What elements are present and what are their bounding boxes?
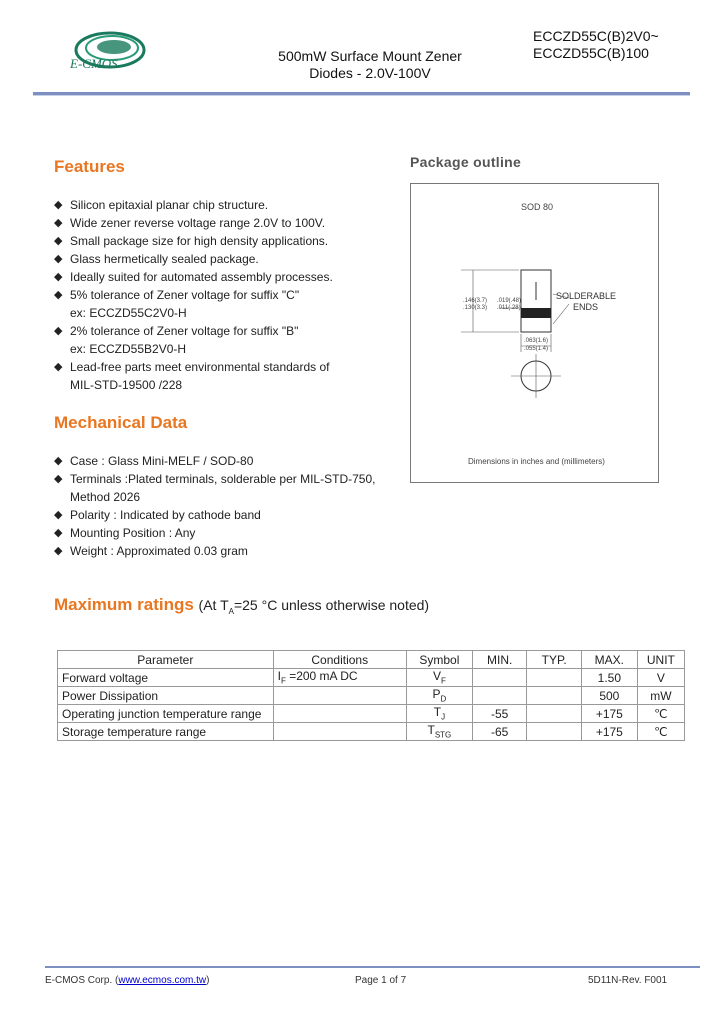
bullet-icon: ◆ bbox=[54, 361, 63, 373]
feature-item bbox=[54, 232, 333, 250]
bullet-icon: ◆ bbox=[54, 455, 63, 467]
column-header: TYP. bbox=[527, 651, 581, 669]
feature-item bbox=[54, 250, 333, 268]
bullet-icon: ◆ bbox=[54, 325, 63, 337]
ends-label: ENDS bbox=[573, 302, 599, 312]
cell-typ bbox=[527, 705, 581, 723]
footer-page-number: Page 1 of 7 bbox=[355, 975, 407, 986]
mechanical-item bbox=[54, 542, 375, 560]
bullet-icon: ◆ bbox=[54, 217, 63, 229]
cathode-band bbox=[521, 308, 551, 318]
mechanical-list bbox=[54, 452, 375, 560]
feature-item-continuation: ex: ECCZD55B2V0-H bbox=[70, 342, 187, 356]
cell-conditions bbox=[273, 687, 406, 705]
feature-item bbox=[54, 268, 333, 286]
cell-conditions: $I_F =200$ mA DC bbox=[273, 669, 406, 687]
cell-min bbox=[472, 687, 527, 705]
cell-unit: ℃ bbox=[637, 705, 684, 723]
company-website-link[interactable]: www.ecmos.com.tw bbox=[118, 975, 207, 986]
cell-min: -55 bbox=[472, 705, 527, 723]
cell-typ bbox=[527, 723, 581, 741]
cell-typ bbox=[527, 687, 581, 705]
cell-min bbox=[472, 669, 527, 687]
cell-conditions bbox=[273, 723, 406, 741]
column-header: Symbol bbox=[406, 651, 472, 669]
feature-item bbox=[54, 214, 333, 232]
cell-min: -65 bbox=[472, 723, 527, 741]
feature-item bbox=[54, 322, 333, 340]
feature-item-text: Glass hermetically sealed package. bbox=[70, 252, 259, 266]
feature-item-continuation: MIL-STD-19500 /228 bbox=[70, 378, 183, 392]
bullet-icon: ◆ bbox=[54, 473, 63, 485]
mechanical-item-text: Case : Glass Mini-MELF / SOD-80 bbox=[70, 454, 254, 468]
dim-a2: .130(3.3) bbox=[463, 305, 488, 311]
mechanical-item bbox=[54, 470, 375, 488]
bullet-icon: ◆ bbox=[54, 235, 63, 247]
cell-parameter: Storage temperature range bbox=[58, 723, 274, 741]
column-header: UNIT bbox=[637, 651, 684, 669]
bullet-icon: ◆ bbox=[54, 271, 63, 283]
part-line-1: ECCZD55C(B)2V0~ bbox=[533, 28, 659, 44]
feature-item bbox=[54, 286, 333, 304]
column-header: Parameter bbox=[58, 651, 274, 669]
cell-unit: ℃ bbox=[637, 723, 684, 741]
mechanical-item-text: Terminals :Plated terminals, solderable per MIL-STD-750, bbox=[70, 472, 376, 486]
max-ratings-note: (At $T_A=25$ °C unless otherwise noted) bbox=[198, 597, 430, 616]
feature-item-text: Wide zener reverse voltage range 2.0V to 100V. bbox=[70, 216, 326, 230]
feature-item-text: Silicon epitaxial planar chip structure. bbox=[70, 198, 269, 212]
max-ratings-heading bbox=[54, 595, 429, 616]
table-row bbox=[58, 669, 685, 687]
column-header: Conditions bbox=[273, 651, 406, 669]
bullet-icon: ◆ bbox=[54, 545, 63, 557]
cell-unit: V bbox=[637, 669, 684, 687]
mechanical-item bbox=[54, 452, 375, 470]
cell-max: 1.50 bbox=[581, 669, 637, 687]
cell-parameter: Operating junction temperature range bbox=[58, 705, 274, 723]
part-number bbox=[533, 28, 659, 62]
cell-unit: mW bbox=[637, 687, 684, 705]
table-header-row bbox=[58, 651, 685, 669]
bullet-icon: ◆ bbox=[54, 289, 63, 301]
logo-text: E-CMOS bbox=[70, 56, 118, 71]
feature-item bbox=[54, 196, 333, 214]
footer-revision: 5D11N-Rev. F001 bbox=[588, 975, 668, 986]
cell-symbol: $V_F$ bbox=[406, 669, 472, 687]
max-ratings-title: Maximum ratings bbox=[54, 595, 194, 614]
feature-item-text: Lead-free parts meet environmental standards of bbox=[70, 360, 330, 374]
package-footnote: Dimensions in inches and (millimeters) bbox=[468, 457, 605, 466]
package-outline-heading: Package outline bbox=[410, 154, 522, 170]
feature-item-text: 5% tolerance of Zener voltage for suffix "C" bbox=[70, 288, 300, 302]
cell-symbol: $T_J$ bbox=[406, 705, 472, 723]
bullet-icon: ◆ bbox=[54, 253, 63, 265]
cell-parameter: Forward voltage bbox=[58, 669, 274, 687]
table-row bbox=[58, 705, 685, 723]
diode-body bbox=[521, 270, 551, 332]
dim-b1: .019(.48) bbox=[497, 298, 522, 304]
feature-item-text: Ideally suited for automated assembly processes. bbox=[70, 270, 333, 284]
mechanical-item bbox=[54, 506, 375, 524]
features-heading: Features bbox=[54, 157, 125, 176]
package-outline-figure bbox=[410, 183, 659, 483]
feature-item-continuation: ex: ECCZD55C2V0-H bbox=[70, 306, 187, 320]
bullet-icon: ◆ bbox=[54, 509, 63, 521]
cell-parameter: Power Dissipation bbox=[58, 687, 274, 705]
mechanical-item-text: Polarity : Indicated by cathode band bbox=[70, 508, 261, 522]
max-ratings-table bbox=[57, 650, 685, 741]
mechanical-heading: Mechanical Data bbox=[54, 413, 188, 432]
company-logo bbox=[62, 30, 152, 72]
package-label: SOD 80 bbox=[521, 202, 554, 212]
feature-item-text: Small package size for high density applications. bbox=[70, 234, 329, 248]
bullet-icon: ◆ bbox=[54, 527, 63, 539]
dim-b2: .011(.28) bbox=[497, 305, 521, 311]
title-line-2: Diodes - 2.0V-100V bbox=[309, 65, 431, 81]
cell-max: +175 bbox=[581, 705, 637, 723]
mechanical-item-text: Mounting Position : Any bbox=[70, 526, 196, 540]
column-header: MAX. bbox=[581, 651, 637, 669]
footer-divider bbox=[45, 966, 700, 968]
feature-item bbox=[54, 358, 333, 376]
cell-max: 500 bbox=[581, 687, 637, 705]
dim-c1: .063(1.6) bbox=[524, 338, 549, 344]
header-divider bbox=[33, 92, 690, 96]
table-row bbox=[58, 723, 685, 741]
part-line-2: ECCZD55C(B)100 bbox=[533, 45, 649, 61]
cell-conditions bbox=[273, 705, 406, 723]
mechanical-item-continuation: Method 2026 bbox=[70, 490, 141, 504]
dim-a1: .146(3.7) bbox=[463, 298, 488, 304]
cell-max: +175 bbox=[581, 723, 637, 741]
footer-company: E-CMOS Corp. (www.ecmos.com.tw) bbox=[45, 975, 210, 986]
cell-typ bbox=[527, 669, 581, 687]
document-title bbox=[255, 48, 485, 82]
title-line-1: 500mW Surface Mount Zener bbox=[278, 48, 462, 64]
bullet-icon: ◆ bbox=[54, 199, 63, 211]
mechanical-item-text: Weight : Approximated 0.03 gram bbox=[70, 544, 248, 558]
features-list bbox=[54, 196, 333, 394]
column-header: MIN. bbox=[472, 651, 527, 669]
cell-symbol: $T_{STG}$ bbox=[406, 723, 472, 741]
mechanical-item bbox=[54, 524, 375, 542]
table-row bbox=[58, 687, 685, 705]
dim-c2: .055(1.4) bbox=[524, 346, 549, 352]
solderable-label: SOLDERABLE bbox=[556, 291, 617, 301]
feature-item-text: 2% tolerance of Zener voltage for suffix "B" bbox=[70, 324, 299, 338]
cell-symbol: $P_D$ bbox=[406, 687, 472, 705]
